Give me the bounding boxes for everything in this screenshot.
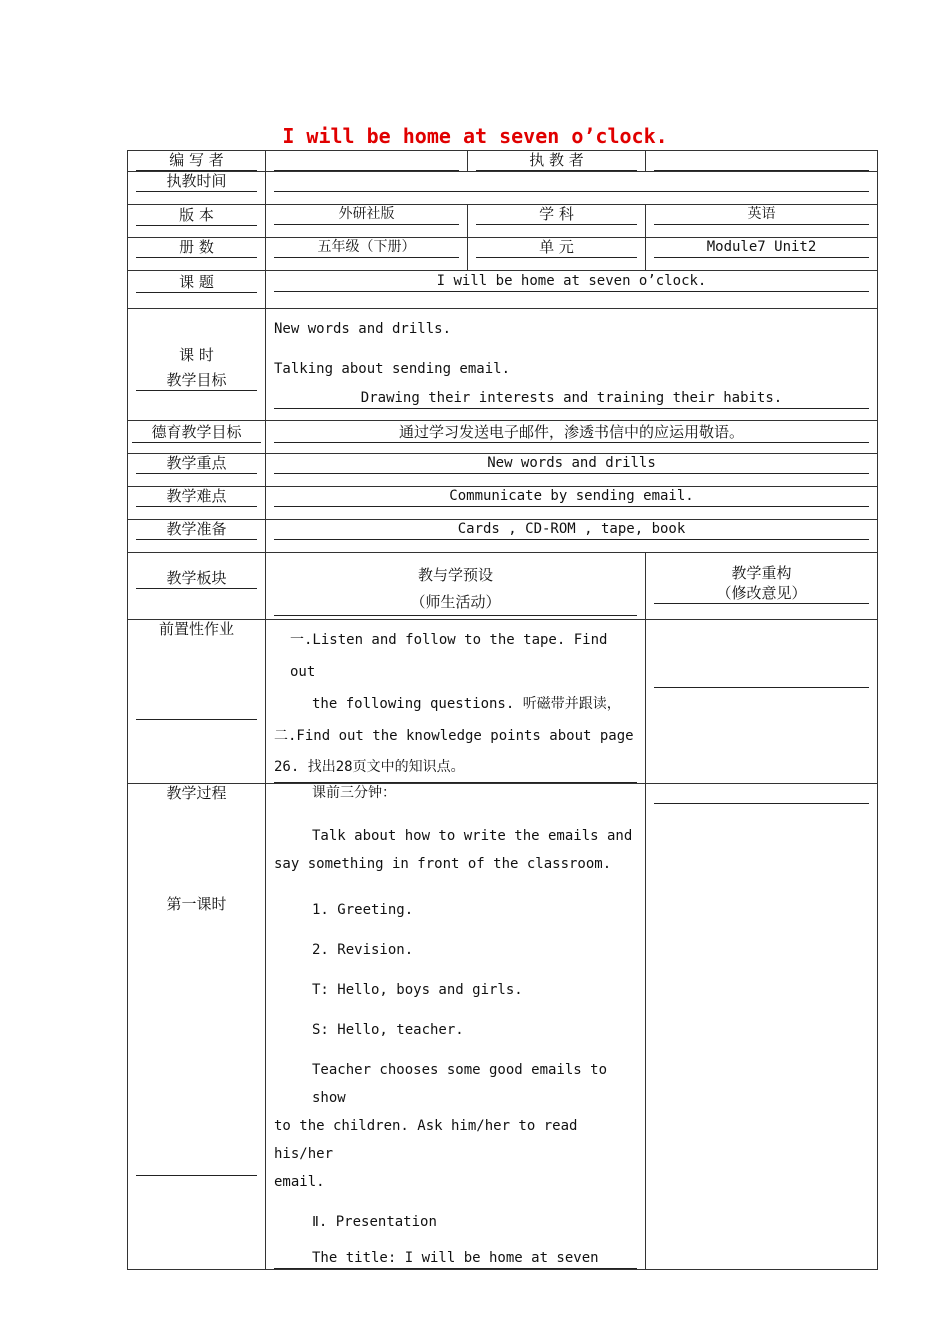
- rebuild-label-cell: [646, 553, 878, 620]
- unit-label: 单 元: [476, 238, 637, 258]
- prework-rebuild-cell: [646, 620, 878, 784]
- moral-label: 德育教学目标: [132, 423, 261, 443]
- edition-label-cell: [128, 205, 266, 238]
- process-line-4: 1. Greeting.: [312, 902, 414, 918]
- preset-label-1: 教与学预设: [418, 566, 494, 584]
- time-label-cell: [128, 172, 266, 205]
- difficulty-value-cell: [266, 487, 878, 520]
- difficulty-label: 教学难点: [136, 487, 257, 507]
- topic-value: I will be home at seven o’clock.: [274, 272, 869, 292]
- time-value: [274, 172, 869, 192]
- teacher-label-cell: [468, 151, 646, 172]
- goal-label-2: 教学目标: [136, 371, 257, 391]
- prework-label-cell: [128, 620, 266, 784]
- rebuild-label-2: （修改意见）: [654, 583, 869, 604]
- volume-label: 册 数: [136, 238, 257, 258]
- prework-underline: [136, 700, 257, 720]
- page-title: I will be home at seven o’clock.: [282, 124, 668, 148]
- time-label: 执教时间: [136, 172, 257, 192]
- volume-value: 五年级（下册）: [274, 238, 459, 258]
- prep-label-cell: [128, 520, 266, 553]
- goal-label-1: 课 时: [179, 346, 214, 364]
- prework-line-2: the following questions. 听磁带并跟读，: [312, 696, 621, 712]
- preset-label-cell: [266, 553, 646, 620]
- writer-label: 编 写 者: [136, 151, 257, 171]
- goal-value-cell: [266, 309, 878, 421]
- process-label: 教学过程: [166, 784, 227, 802]
- process-content-cell: [266, 784, 646, 1270]
- moral-value: 通过学习发送电子邮件，渗透书信中的应运用敬语。: [274, 423, 869, 443]
- unit-value: Module7 Unit2: [654, 238, 869, 258]
- moral-value-cell: [266, 421, 878, 454]
- prework-content-cell: [266, 620, 646, 784]
- prework-rebuild-underline: [654, 668, 869, 688]
- edition-label: 版 本: [136, 206, 257, 226]
- teacher-label: 执 教 者: [476, 151, 637, 171]
- time-value-cell: [266, 172, 878, 205]
- prework-line-3: 二.Find out the knowledge points about page: [274, 728, 634, 744]
- topic-label: 课 题: [136, 273, 257, 293]
- difficulty-value: Communicate by sending email.: [274, 487, 869, 507]
- topic-value-cell: [266, 271, 878, 309]
- subject-value: 英语: [654, 205, 869, 225]
- prep-value: Cards , CD-ROM , tape, book: [274, 520, 869, 540]
- process-line-7: S: Hello, teacher.: [312, 1022, 464, 1038]
- process-line-10: email.: [274, 1174, 325, 1190]
- volume-label-cell: [128, 238, 266, 271]
- process-line-9: to the children. Ask him/her to read his/her: [274, 1118, 578, 1162]
- topic-label-cell: [128, 271, 266, 309]
- preset-label-2: （师生活动）: [274, 589, 637, 616]
- writer-value: [274, 151, 459, 171]
- process-line-1: 课前三分钟：: [312, 785, 396, 801]
- block-label-cell: [128, 553, 266, 620]
- process-rebuild-cell: [646, 784, 878, 1270]
- prework-label: 前置性作业: [158, 620, 234, 638]
- process-line-3: say something in front of the classroom.: [274, 856, 612, 872]
- edition-value: 外研社版: [274, 205, 459, 225]
- goal-line-3: Drawing their interests and training their habits.: [274, 389, 869, 409]
- process-rebuild-underline: [654, 784, 869, 804]
- goal-label-cell: [128, 309, 266, 421]
- process-line-12: The title: I will be home at seven: [274, 1248, 637, 1269]
- unit-label-cell: [468, 238, 646, 271]
- writer-label-cell: [128, 151, 266, 172]
- key-label: 教学重点: [136, 454, 257, 474]
- process-label-cell: [128, 784, 266, 1270]
- process-underline: [136, 1156, 257, 1176]
- process-line-8: Teacher chooses some good emails to show: [312, 1062, 608, 1106]
- writer-value-cell: [266, 151, 468, 172]
- lesson-plan-table: [127, 150, 878, 1270]
- edition-value-cell: [266, 205, 468, 238]
- process-line-2: Talk about how to write the emails and: [312, 828, 633, 844]
- process-line-6: T: Hello, boys and girls.: [312, 982, 523, 998]
- prep-value-cell: [266, 520, 878, 553]
- volume-value-cell: [266, 238, 468, 271]
- key-value: New words and drills: [274, 454, 869, 474]
- difficulty-label-cell: [128, 487, 266, 520]
- lesson-label: 第一课时: [166, 895, 227, 913]
- process-line-5: 2. Revision.: [312, 942, 414, 958]
- teacher-value: [654, 151, 869, 171]
- goal-line-2: Talking about sending email.: [274, 361, 511, 377]
- prework-line-4: 26. 找出28页文中的知识点。: [274, 752, 637, 783]
- moral-label-cell: [128, 421, 266, 454]
- prep-label: 教学准备: [136, 520, 257, 540]
- block-label: 教学板块: [136, 569, 257, 589]
- subject-value-cell: [646, 205, 878, 238]
- subject-label-cell: [468, 205, 646, 238]
- subject-label: 学 科: [476, 205, 637, 225]
- key-value-cell: [266, 454, 878, 487]
- prework-line-1: 一.Listen and follow to the tape. Find out: [290, 632, 608, 680]
- key-label-cell: [128, 454, 266, 487]
- unit-value-cell: [646, 238, 878, 271]
- teacher-value-cell: [646, 151, 878, 172]
- process-line-11: Ⅱ. Presentation: [312, 1214, 437, 1230]
- goal-line-1: New words and drills.: [274, 321, 452, 337]
- rebuild-label-1: 教学重构: [731, 564, 792, 582]
